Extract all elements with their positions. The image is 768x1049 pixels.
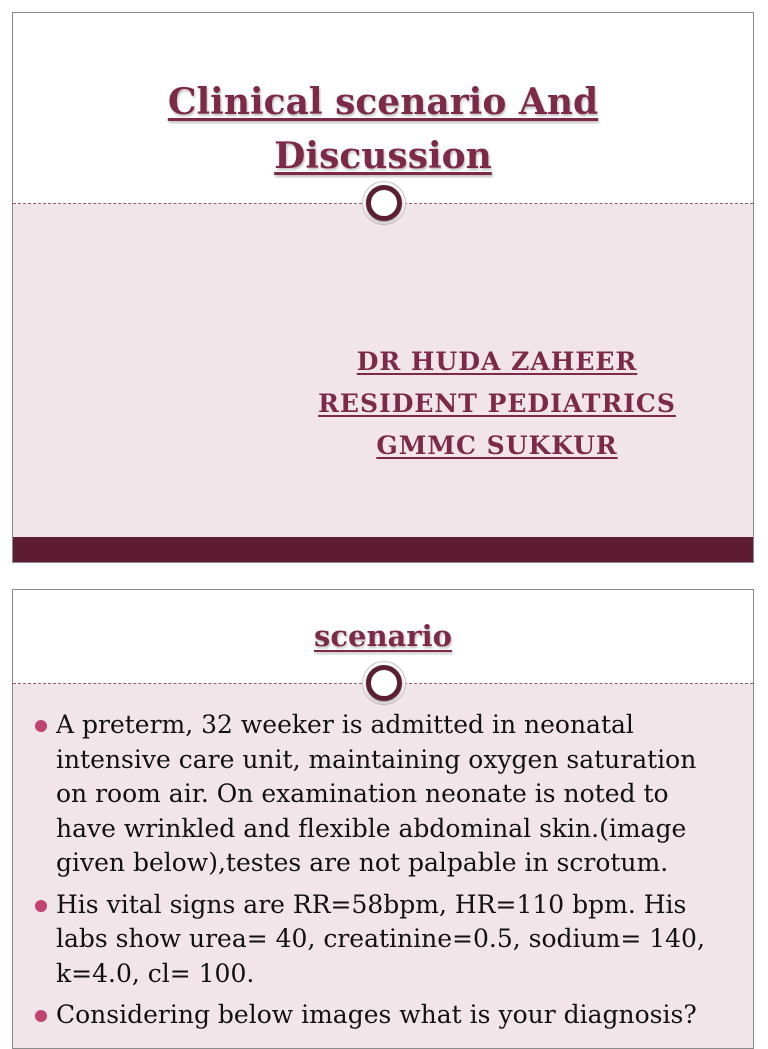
bullet-dot-icon: [35, 900, 47, 912]
title-line-1: Clinical scenario And: [167, 81, 599, 123]
bullet-dot-icon: [35, 720, 47, 732]
bullet-list: [33, 708, 713, 1040]
bullet-dot-icon: [35, 1010, 47, 1022]
bullet-text: A preterm, 32 weeker is admitted in neonatal intensive care unit, maintaining oxygen saturation on room air. On examination neonate is noted to have wrinkled and flexible abdominal skin.(image given below),testes are not palpable in scrotum.: [56, 710, 697, 877]
bullet-item: [33, 888, 713, 992]
title-line-2: Discussion: [274, 135, 492, 177]
title-area: [13, 13, 753, 203]
bullet-text: Considering below images what is your diagnosis?: [56, 1000, 697, 1029]
author-institution: GMMC SUKKUR: [376, 431, 618, 460]
slide-1: [12, 12, 754, 563]
ring-ornament-icon: [366, 665, 402, 701]
slide-2: [12, 589, 754, 1049]
bullet-item: [33, 708, 713, 881]
author-block: [283, 341, 711, 467]
slide-title: [13, 75, 753, 183]
author-name: DR HUDA ZAHEER: [356, 347, 638, 376]
author-position: RESIDENT PEDIATRICS: [318, 389, 676, 418]
bullet-text: His vital signs are RR=58bpm, HR=110 bpm. His labs show urea= 40, creatinine=0.5, sodium= 140, k=4.0, cl= 100.: [56, 889, 705, 988]
slide-title: scenario: [314, 619, 452, 653]
bullet-item: [33, 998, 713, 1033]
footer-band: [13, 537, 753, 563]
ring-ornament-icon: [366, 185, 402, 221]
